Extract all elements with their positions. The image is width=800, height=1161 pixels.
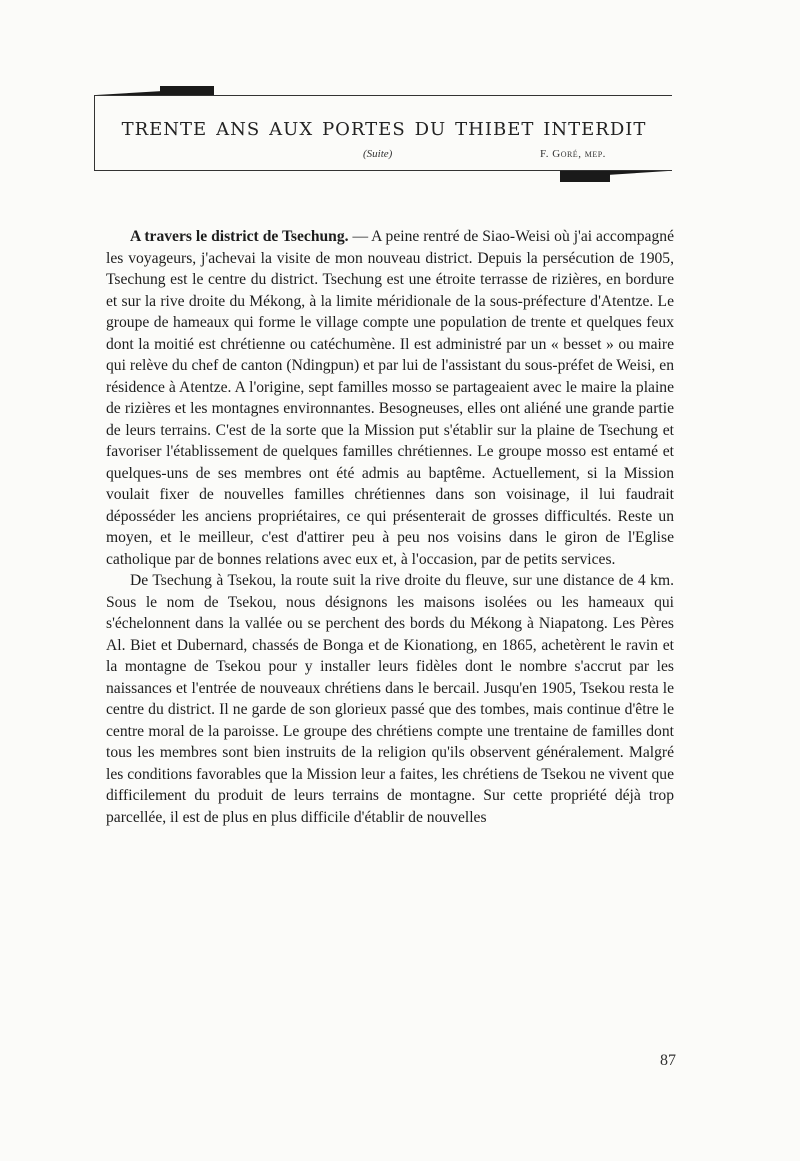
section-lead: A travers le district de Tsechung. [130, 228, 349, 245]
header-ornament-top-bar [160, 86, 214, 95]
paragraph-2: De Tsechung à Tsekou, la route suit la rive droite du fleuve, sur une distance de 4 km. Sous le nom de Tsekou, nous désignons les maisons isolées ou les hameaux qui s'échelonnent dans la vallée ou se perchent des bords du Mékong à Niapatong. Les Pères Al. Biet et Dubernard, chassés de Bonga et de Kionationg, en 1865, achetèrent le ravin et la montagne de Tsekou pour y installer leurs fidèles dont le nombre s'accrut par les naissances et l'entrée de nouveaux chrétiens dans le bercail. Jusqu'en 1905, Tsekou resta le centre du district. Il ne garde de son glorieux passé que des tombes, mais continue d'être le centre moral de la paroisse. Le groupe des chrétiens compte une trentaine de familles dont tous les membres sont bien instruits de la religion qu'ils observent généralement. Malgré les conditions favorables que la Mission leur a faites, les chrétiens de Tsekou ne vivent que difficilement du produit de leurs terrains de montagne. Sur cette propriété déjà trop parcellée, il est de plus en plus difficile d'établir de nouvelles [106, 572, 674, 826]
suite-label: (Suite) [363, 148, 393, 160]
header-ornament-bottom-bar [560, 171, 610, 182]
paragraph-1 [106, 226, 674, 570]
author-suffix: , mep. [578, 148, 606, 160]
author-name: Goré [552, 148, 579, 160]
paragraph-1-text: — A peine rentré de Siao-Weisi où j'ai accompagné les voyageurs, j'achevai la visite de mon nouveau district. Depuis la persécution de 1905, Tsechung est le centre du district. Tsechung est une étroite terrasse de rizières, en bordure et sur la rive droite du Mékong, à la limite méridionale de la sous-préfecture d'Atentze. Le groupe de hameaux qui forme le village compte une population de trente et quelques feux dont la moitié est chrétienne ou catéchumène. Il est administré par un « besset » ou maire qui relève du chef de canton (Ndingpun) et par lui de l'assistant du sous-préfet de Weisi, en résidence à Atentze. A l'origine, sept familles mosso se partageaient avec le maire la plaine de rizières et les montagnes environnantes. Besogneuses, elles ont aliéné une grande partie de leurs terrains. C'est de la sorte que la Mission put s'établir sur la plaine de Tsechung et favoriser l'établissement de quelques familles chrétiennes. Le groupe mosso est entamé et quelques-uns de ses membres ont été admis au baptême. Actuellement, si la Mission voulait fixer de nouvelles familles chrétiennes dans son voisinage, il lui faudrait déposséder les anciens propriétaires, ce qui présenterait de grosses difficultés. Reste un moyen, et le meilleur, c'est d'attirer peu à peu nos voisins dans le giron de l'Eglise catholique par de bonnes relations avec eux et, à l'occasion, par de petits services. [106, 228, 674, 568]
author-byline [540, 148, 606, 160]
article-title: trente ans aux portes du thibet interdit [121, 112, 647, 141]
page-number: 87 [660, 1052, 676, 1069]
article-body [106, 226, 674, 828]
author-initial: F. [540, 148, 553, 160]
